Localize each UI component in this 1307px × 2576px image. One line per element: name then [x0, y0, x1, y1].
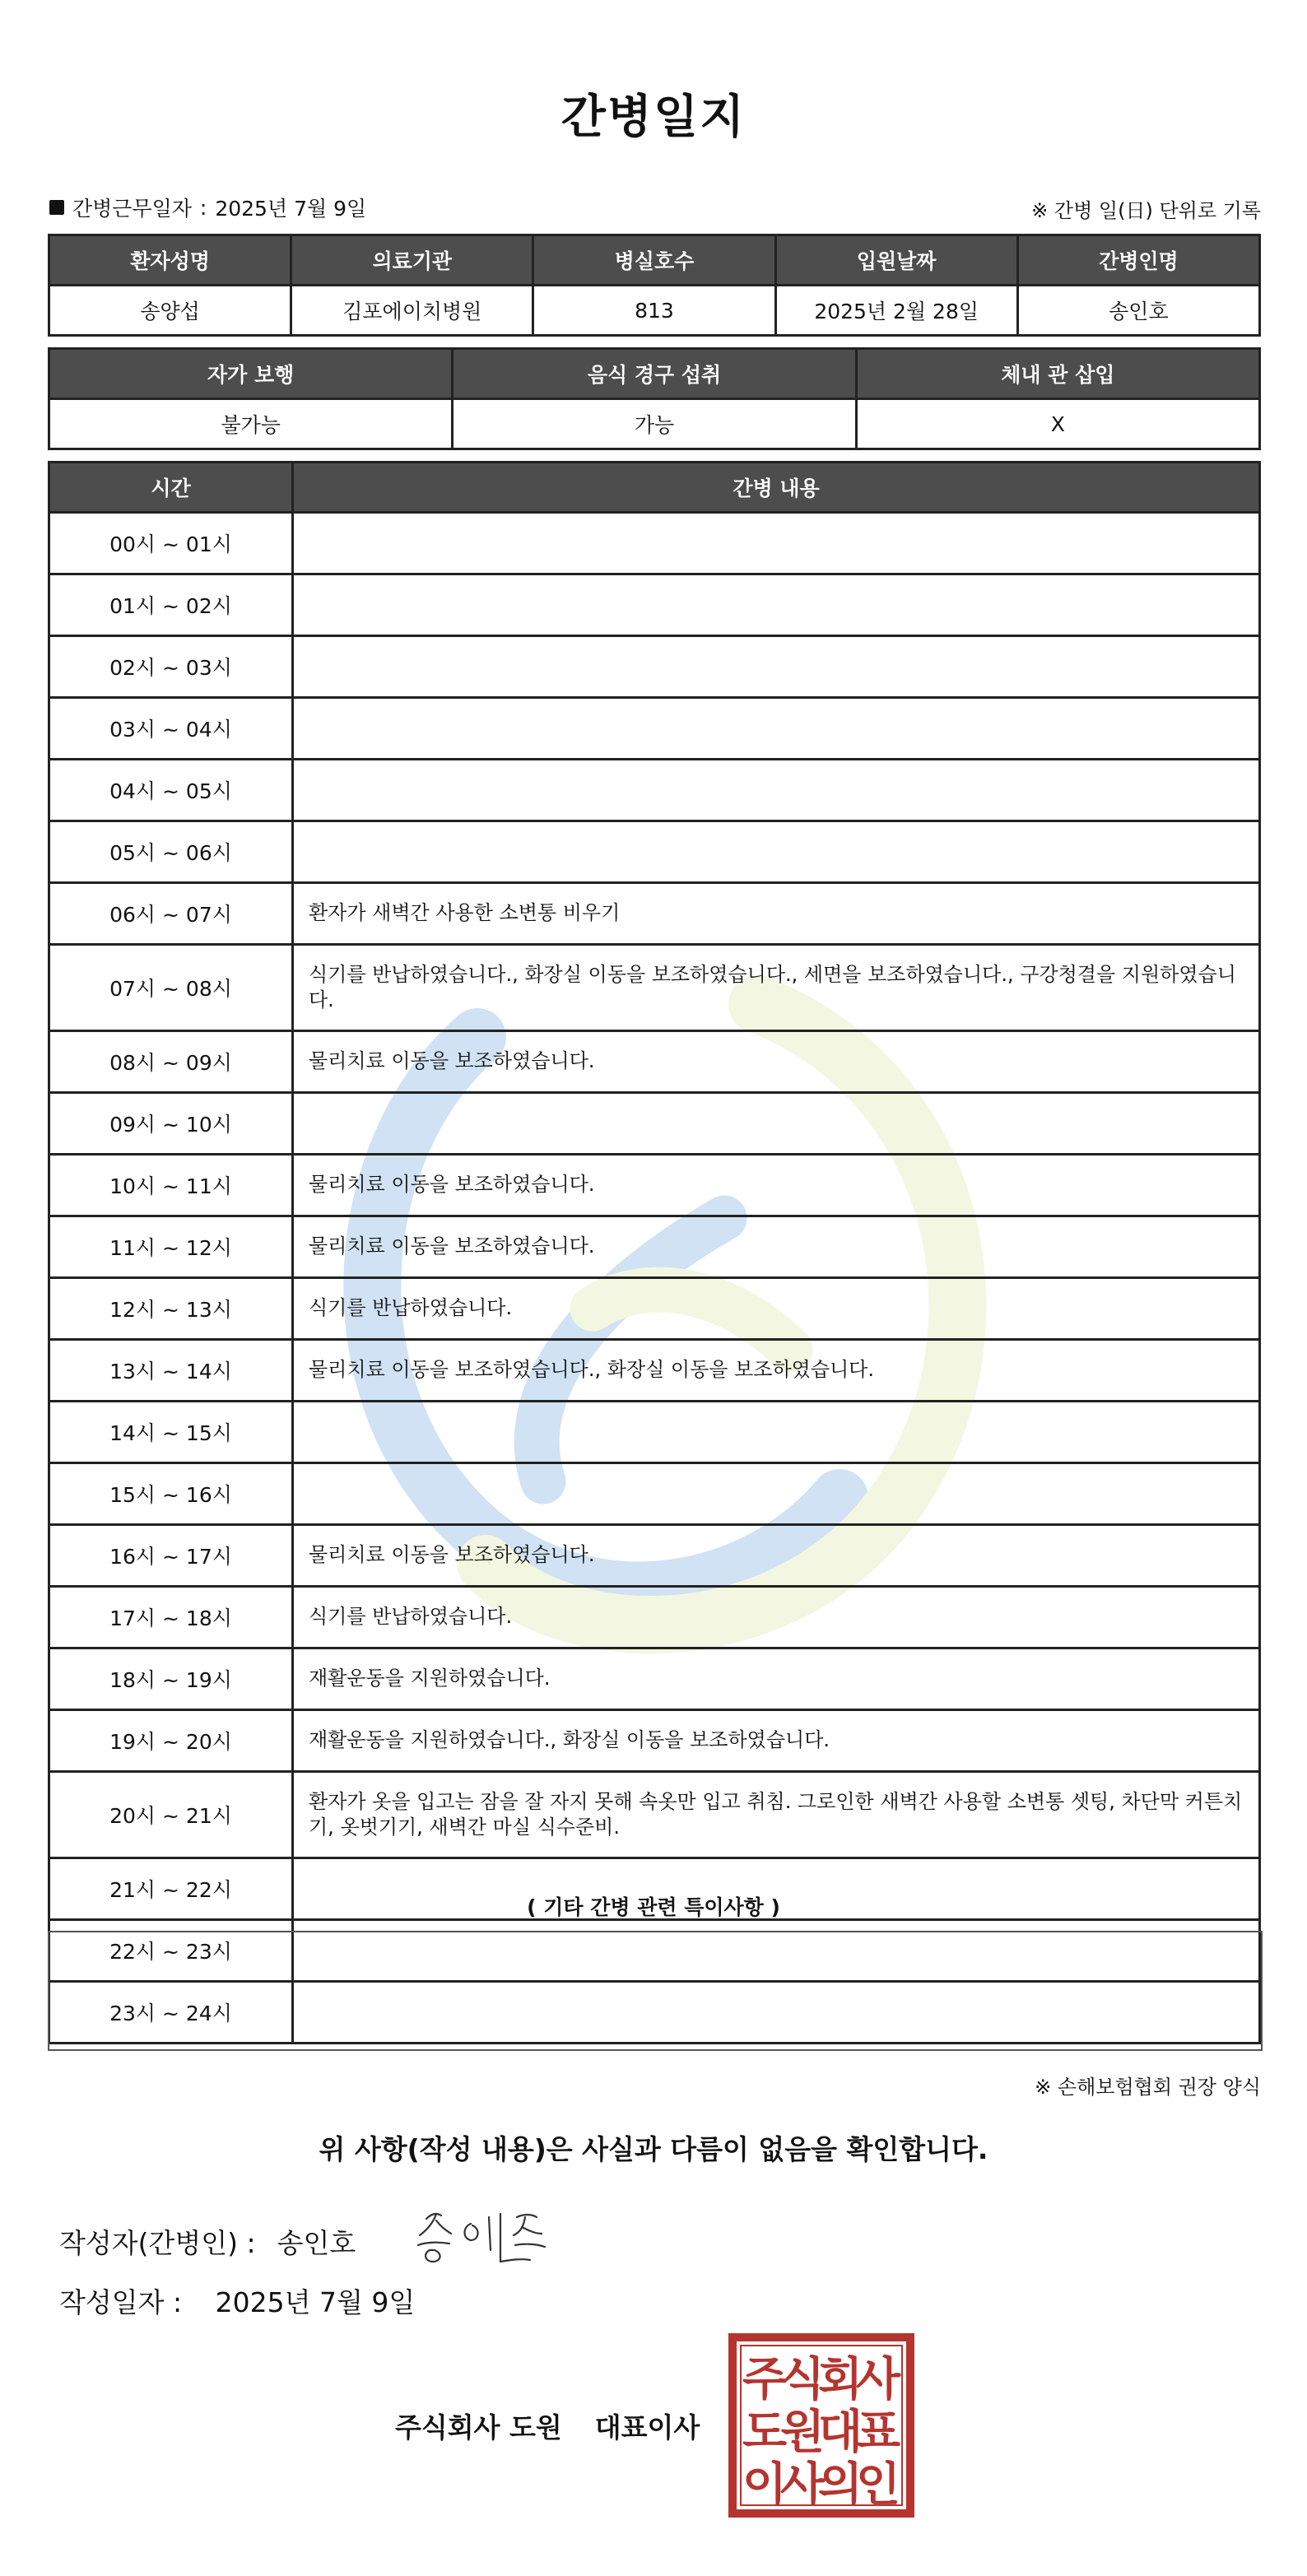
table-row	[49, 1402, 1260, 1463]
header-caregiver-name: 간병인명	[1017, 235, 1259, 286]
svg-text:원: 원	[779, 2406, 826, 2459]
daily-record-note: ※ 간병 일(日) 단위로 기록	[1031, 199, 1261, 222]
time-cell: 15시 ~ 16시	[49, 1463, 293, 1525]
time-cell: 10시 ~ 11시	[49, 1155, 293, 1216]
table-row	[49, 698, 1260, 760]
admission-date-value: 2025년 2월 28일	[775, 286, 1017, 336]
writer-label: 작성자(간병인) :	[59, 2227, 256, 2259]
time-cell: 12시 ~ 13시	[49, 1278, 293, 1340]
time-cell: 02시 ~ 03시	[49, 636, 293, 698]
content-cell: 물리치료 이동을 보조하였습니다.	[293, 1525, 1260, 1587]
hospital-value: 김포에이치병원	[291, 286, 533, 336]
svg-text:인: 인	[855, 2458, 901, 2512]
work-date-separator: :	[199, 195, 207, 220]
svg-text:회: 회	[817, 2353, 863, 2406]
content-cell: 식기를 반납하였습니다.	[293, 1587, 1260, 1648]
table-row	[49, 1278, 1260, 1340]
table-row	[49, 883, 1260, 945]
special-notes-box	[48, 1931, 1263, 2051]
company-name: 주식회사 도원	[395, 2411, 562, 2443]
content-cell	[293, 636, 1260, 698]
table-row	[49, 1772, 1260, 1858]
patient-info-value-row	[49, 286, 1260, 336]
time-cell: 01시 ~ 02시	[49, 574, 293, 636]
content-cell: 식기를 반납하였습니다.	[293, 1278, 1260, 1340]
time-cell: 00시 ~ 01시	[49, 513, 293, 574]
header-hospital: 의료기관	[291, 235, 533, 286]
header-tube-insertion: 체내 관 삽입	[856, 349, 1259, 399]
time-cell: 14시 ~ 15시	[49, 1402, 293, 1463]
room-number-value: 813	[533, 286, 775, 336]
care-log-header-row	[49, 463, 1260, 513]
time-cell: 21시 ~ 22시	[49, 1858, 293, 1920]
table-row	[49, 1216, 1260, 1278]
table-row	[49, 760, 1260, 821]
work-date-value: 2025년 7월 9일	[215, 197, 367, 221]
time-cell: 20시 ~ 21시	[49, 1772, 293, 1858]
content-cell: 재활운동을 지원하였습니다., 화장실 이동을 보조하였습니다.	[293, 1710, 1260, 1772]
header-patient-name: 환자성명	[49, 235, 291, 286]
company-title: 대표이사	[594, 2411, 700, 2443]
time-cell: 16시 ~ 17시	[49, 1525, 293, 1587]
svg-text:주: 주	[742, 2353, 788, 2406]
confirmation-statement: 위 사항(작성 내용)은 사실과 다름이 없음을 확인합니다.	[319, 2133, 988, 2165]
time-cell: 04시 ~ 05시	[49, 760, 293, 821]
content-cell: 환자가 새벽간 사용한 소변통 비우기	[293, 883, 1260, 945]
time-cell: 03시 ~ 04시	[49, 698, 293, 760]
content-cell	[293, 1463, 1260, 1525]
content-cell	[293, 574, 1260, 636]
recommended-form-note: ※ 손해보험협회 권장 양식	[1035, 2076, 1261, 2099]
header-care-content: 간병 내용	[293, 463, 1260, 513]
content-cell	[293, 821, 1260, 883]
time-cell: 11시 ~ 12시	[49, 1216, 293, 1278]
write-date-value: 2025년 7월 9일	[215, 2286, 416, 2318]
patient-info-table	[48, 234, 1261, 337]
table-row	[49, 1648, 1260, 1710]
patient-name-value: 송양섭	[49, 286, 291, 336]
patient-info-header-row	[49, 235, 1260, 286]
table-row	[49, 636, 1260, 698]
time-cell: 13시 ~ 14시	[49, 1340, 293, 1402]
time-cell: 19시 ~ 20시	[49, 1710, 293, 1772]
table-row	[49, 1463, 1260, 1525]
table-row	[49, 513, 1260, 574]
table-row	[49, 821, 1260, 883]
special-notes-heading: ( 기타 간병 관련 특이사항 )	[527, 1895, 780, 1919]
time-cell: 05시 ~ 06시	[49, 821, 293, 883]
svg-text:사: 사	[779, 2458, 826, 2512]
company-signature-line	[395, 2406, 700, 2445]
work-date-row	[49, 193, 366, 222]
svg-text:사: 사	[855, 2353, 901, 2406]
svg-text:표: 표	[855, 2406, 901, 2459]
time-cell: 22시 ~ 23시	[49, 1920, 293, 1982]
square-bullet-icon	[49, 200, 64, 215]
time-cell: 23시 ~ 24시	[49, 1982, 293, 2044]
content-cell	[293, 1402, 1260, 1463]
care-log-table	[48, 461, 1261, 2044]
header-room-number: 병실호수	[533, 235, 775, 286]
time-cell: 07시 ~ 08시	[49, 945, 293, 1031]
time-cell: 09시 ~ 10시	[49, 1093, 293, 1155]
table-row	[49, 1031, 1260, 1093]
content-cell	[293, 1093, 1260, 1155]
content-cell: 물리치료 이동을 보조하였습니다.	[293, 1031, 1260, 1093]
content-cell	[293, 760, 1260, 821]
table-row	[49, 1525, 1260, 1587]
time-cell: 17시 ~ 18시	[49, 1587, 293, 1648]
patient-status-table	[48, 347, 1261, 450]
header-oral-intake: 음식 경구 섭취	[453, 349, 856, 399]
content-cell: 물리치료 이동을 보조하였습니다., 화장실 이동을 보조하였습니다.	[293, 1340, 1260, 1402]
work-date-label: 간병근무일자	[72, 197, 192, 221]
table-row	[49, 1587, 1260, 1648]
time-cell: 08시 ~ 09시	[49, 1031, 293, 1093]
table-row	[49, 1093, 1260, 1155]
table-row	[49, 1710, 1260, 1772]
tube-insertion-value: X	[856, 399, 1259, 449]
content-cell	[293, 698, 1260, 760]
time-cell: 06시 ~ 07시	[49, 883, 293, 945]
svg-text:이: 이	[742, 2458, 788, 2512]
svg-text:도: 도	[742, 2406, 788, 2459]
writer-row	[59, 2222, 356, 2261]
handwritten-signature	[412, 2202, 560, 2268]
content-cell: 식기를 반납하였습니다., 화장실 이동을 보조하였습니다., 세면을 보조하였습니다., 구강청결을 지원하였습니다.	[293, 945, 1260, 1031]
document-title: 간병일지	[560, 91, 747, 144]
self-walking-value: 불가능	[49, 399, 453, 449]
content-cell: 재활운동을 지원하였습니다.	[293, 1648, 1260, 1710]
svg-text:대: 대	[817, 2406, 863, 2459]
patient-status-header-row	[49, 349, 1260, 399]
writer-name: 송인호	[277, 2227, 356, 2259]
table-row	[49, 1155, 1260, 1216]
write-date-row	[59, 2281, 415, 2320]
header-admission-date: 입원날짜	[775, 235, 1017, 286]
caregiver-name-value: 송인호	[1017, 286, 1259, 336]
table-row	[49, 574, 1260, 636]
oral-intake-value: 가능	[453, 399, 856, 449]
content-cell: 환자가 옷을 입고는 잠을 잘 자지 못해 속옷만 입고 취침. 그로인한 새벽간 사용할 소변통 셋팅, 차단막 커튼치기, 옷벗기기, 새벽간 마실 식수준비.	[293, 1772, 1260, 1858]
content-cell: 물리치료 이동을 보조하였습니다.	[293, 1155, 1260, 1216]
table-row	[49, 1340, 1260, 1402]
content-cell	[293, 513, 1260, 574]
patient-status-value-row	[49, 399, 1260, 449]
company-seal-stamp	[728, 2332, 915, 2518]
header-self-walking: 자가 보행	[49, 349, 453, 399]
svg-text:의: 의	[817, 2458, 863, 2512]
time-cell: 18시 ~ 19시	[49, 1648, 293, 1710]
table-row	[49, 945, 1260, 1031]
content-cell: 물리치료 이동을 보조하였습니다.	[293, 1216, 1260, 1278]
header-time: 시간	[49, 463, 293, 513]
write-date-label: 작성일자 :	[59, 2286, 183, 2318]
svg-text:식: 식	[779, 2353, 826, 2406]
